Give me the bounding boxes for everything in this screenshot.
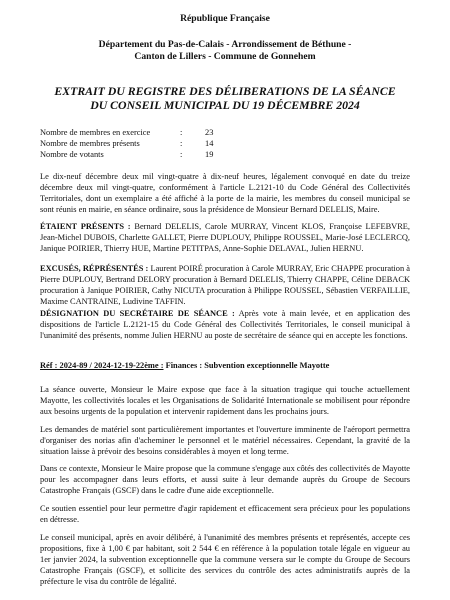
count-value: 23 <box>205 128 214 137</box>
reference-subject: Finances : Subvention exceptionnelle Mayotte <box>163 361 330 370</box>
document-title-line-1: EXTRAIT DU REGISTRE DES DÉLIBERATIONS DE LA SÉANCE <box>54 84 396 98</box>
excuses-label: EXCUSÉS, RÉPRÉSENTÉS : <box>40 264 149 273</box>
secretaire-text: Après vote à main levée, et en application des dispositions de l'article L.2121-15 du Code Général des Collectivités Territoriales, le conseil municipal à l'unanimité des présents, nomme Julien HERNU au poste de secrétaire de séance qui en accepte les fonctions. <box>40 309 410 340</box>
count-label: Nombre de membres en exercice <box>40 128 151 137</box>
count-separator: : <box>180 128 183 137</box>
secretaire-paragraph <box>40 309 410 342</box>
excuses-list: Laurent POIRÉ procuration à Carole MURRAY, Eric CHAPPE procuration à Pierre DUPLOUY, Bertrand DELORY procuration à Bernard DELELIS, Thierry CHAPPE, Céline DEBACK procuration à Janique POIRIER, Cathy NICUTA procuration à Philippe ROUSSEL, Sébastien VERFAILLIE, Maxime CANTRAINE, Ludivine TAFFIN. <box>40 264 410 306</box>
deliberation-reference <box>40 361 410 372</box>
presents-paragraph <box>40 222 410 255</box>
paragraph-decision: Le conseil municipal, après en avoir délibéré, à l'unanimité des membres présents et représentés, accepte ces propositions, fixe à 1,00 € par habitant, soit 2 544 € en référence à la population totale légale en vigueur au 1er janvier 2024, la subvention exceptionnelle que la commune versera sur le compte du Groupe de Secours Catastrophe Français (GSCF), et sollicite des services du contrôle des actes administratifs auprès de la préfecture le visa du contrôle de légalité. <box>40 533 410 586</box>
count-label: Nombre de votants <box>40 150 104 159</box>
paragraph-situation: La séance ouverte, Monsieur le Maire expose que face à la situation tragique qui touche actuellement Mayotte, les collectivités locales et les Organisations de Solidarité Internationale se mobilisent pour répondre aux besoins urgents de la population et intervenir rapidement dans les prochains jours. <box>40 385 410 416</box>
count-separator: : <box>180 150 183 159</box>
departement-line-2: Canton de Lillers - Commune de Gonnehem <box>134 51 316 62</box>
excuses-paragraph <box>40 264 410 308</box>
count-value: 19 <box>205 150 214 159</box>
intro-paragraph: Le dix-neuf décembre deux mil vingt-quatre à dix-neuf heures, légalement convoqué en date du treize décembre deux mil vingt-quatre, conformément à l'article L.2121-10 du Code Général des Collectivités Territoriales, dont un exemplaire a été affiché à la porte de la mairie, les membres du conseil municipal se sont réunis en mairie, en séance ordinaire, sous la présidence de Monsieur Bernard DELELIS, Maire. <box>40 172 410 214</box>
count-label: Nombre de membres présents <box>40 139 140 148</box>
presents-label: ÉTAIENT PRÉSENTS : <box>40 222 131 231</box>
count-value: 14 <box>205 139 214 148</box>
paragraph-support: Ce soutien essentiel pour leur permettre d'agir rapidement et efficacement sera précieux pour les populations en détresse. <box>40 504 410 524</box>
count-separator: : <box>180 139 183 148</box>
republique-header: République Française <box>180 13 270 24</box>
document-title-line-2: DU CONSEIL MUNICIPAL DU 19 DÉCEMBRE 2024 <box>90 98 360 112</box>
departement-line-1: Département du Pas-de-Calais - Arrondissement de Béthune - <box>98 39 352 50</box>
paragraph-proposal: Dans ce contexte, Monsieur le Maire propose que la commune s'engage aux côtés des collectivités de Mayotte pour les accompagner dans leurs efforts, et aussi suite à leur demande auprès du Groupe de Secours Catastrophe Français (GSCF) dans le cadre d'une aide exceptionnelle. <box>40 464 410 495</box>
presents-list: Bernard DELELIS, Carole MURRAY, Vincent KLOS, Françoise LEFEBVRE, Jean-Michel DUBOIS, Charlette GALLET, Pierre DUPLOUY, Philippe ROUSSEL, Marie-José LECLERCQ, Janique POIRIER, Thierry HUE, Martine PETITPAS, Anne-Sophie DELAVAL, Julien HERNU. <box>40 222 410 253</box>
paragraph-needs: Les demandes de matériel sont particulièrement importantes et l'ouverture imminente de l'aéroport permettra d'organiser des norias afin d'acheminer le personnel et le matériel nécessaires. Cependant, la gravité de la situation laisse à prévoir des besoins considérables à moyen et long terme. <box>40 425 410 456</box>
secretaire-label: DÉSIGNATION DU SECRÉTAIRE DE SÉANCE : <box>40 309 235 318</box>
reference-number: Réf : 2024-89 / 2024-12-19-22ème : <box>40 361 164 370</box>
